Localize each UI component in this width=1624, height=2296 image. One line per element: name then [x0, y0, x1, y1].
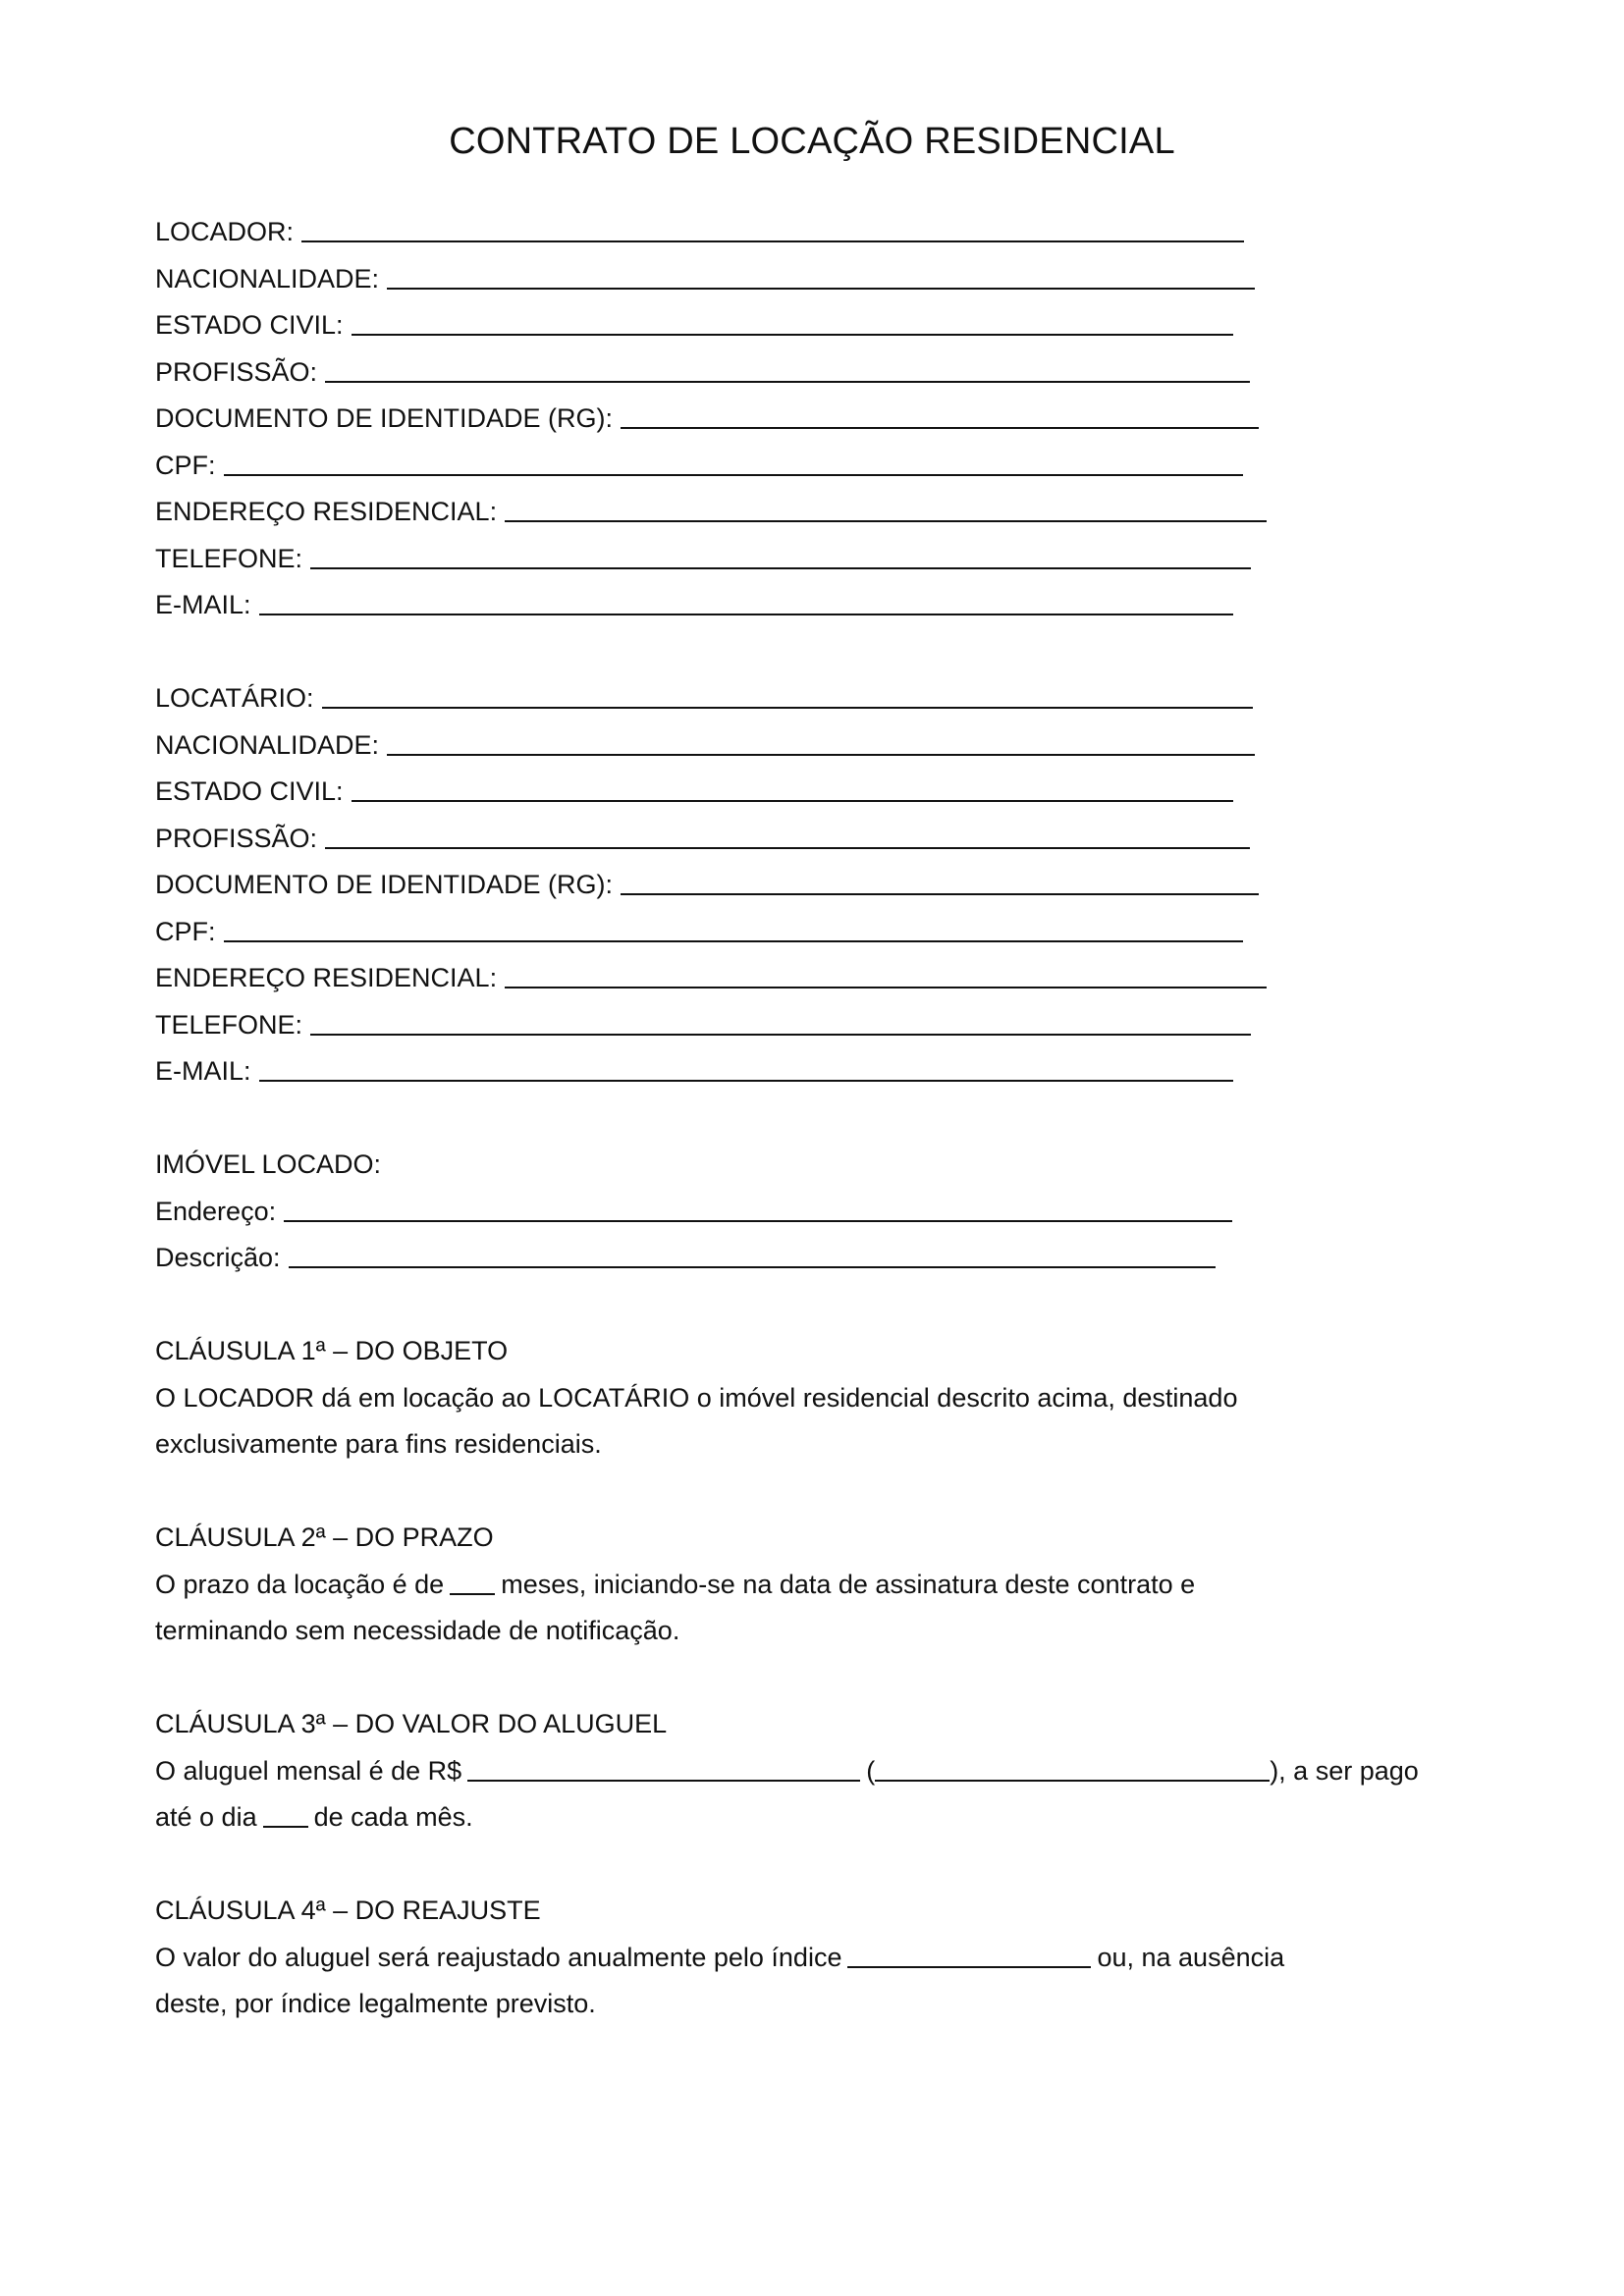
field-label: PROFISSÃO:: [155, 823, 318, 853]
field-label: E-MAIL:: [155, 1056, 251, 1086]
locatario-nacionalidade-row: [155, 722, 1471, 770]
locatario-endereco-blank[interactable]: [505, 961, 1267, 988]
locador-endereco-blank[interactable]: [505, 495, 1267, 522]
clausula-text: O valor do aluguel será reajustado anualmente pelo índice: [155, 1942, 842, 1972]
clausula-text-row: [155, 1935, 1471, 1982]
section-spacer: [155, 1282, 1471, 1329]
clausula-3: [155, 1701, 1471, 1842]
locatario-name-blank[interactable]: [322, 681, 1253, 709]
field-label: Descrição:: [155, 1243, 281, 1272]
locador-endereco-row: [155, 489, 1471, 536]
imovel-endereco-blank[interactable]: [284, 1195, 1232, 1222]
locador-rg-row: [155, 396, 1471, 443]
field-label: NACIONALIDADE:: [155, 729, 380, 760]
field-label: TELEFONE:: [155, 1009, 303, 1040]
imovel-heading: IMÓVEL LOCADO:: [155, 1149, 382, 1179]
field-label: LOCATÁRIO:: [155, 683, 314, 713]
clausula-heading: CLÁUSULA 3ª – DO VALOR DO ALUGUEL: [155, 1709, 668, 1738]
field-label: ENDEREÇO RESIDENCIAL:: [155, 497, 498, 526]
clausula-1: [155, 1328, 1471, 1468]
locatario-email-blank[interactable]: [259, 1054, 1233, 1082]
imovel-descricao-blank[interactable]: [289, 1241, 1216, 1268]
clausula-2: [155, 1515, 1471, 1655]
clausula-text: deste, por índice legalmente previsto.: [155, 1989, 596, 2018]
locador-telefone-row: [155, 536, 1471, 583]
imovel-section: [155, 1142, 1471, 1282]
locador-cpf-blank[interactable]: [224, 449, 1243, 476]
field-label: PROFISSÃO:: [155, 356, 318, 387]
field-label: ENDEREÇO RESIDENCIAL:: [155, 963, 498, 992]
locador-name-row: [155, 209, 1471, 256]
clausula-text: até o dia: [155, 1802, 257, 1832]
locatario-rg-blank[interactable]: [621, 868, 1259, 895]
field-label: LOCADOR:: [155, 217, 295, 246]
field-label: CPF:: [155, 450, 216, 480]
section-spacer: [155, 1842, 1471, 1889]
locatario-estado-civil-blank[interactable]: [352, 774, 1233, 802]
clausula-heading: CLÁUSULA 1ª – DO OBJETO: [155, 1336, 509, 1365]
imovel-descricao-row: [155, 1235, 1471, 1282]
clausula-4: [155, 1888, 1471, 2028]
section-spacer: [155, 1468, 1471, 1516]
locatario-email-row: [155, 1048, 1471, 1095]
contract-body: [155, 209, 1471, 2028]
field-label: ESTADO CIVIL:: [155, 776, 344, 806]
indice-reajuste-blank[interactable]: [847, 1941, 1091, 1968]
clausula-text: (: [866, 1755, 876, 1786]
clausula-text: terminando sem necessidade de notificação.: [155, 1616, 680, 1645]
clausula-text: O aluguel mensal é de R$: [155, 1755, 462, 1786]
locatario-profissao-blank[interactable]: [325, 822, 1250, 849]
section-spacer: [155, 1095, 1471, 1143]
prazo-meses-blank[interactable]: [450, 1568, 495, 1595]
locador-nacionalidade-blank[interactable]: [387, 262, 1255, 290]
clausula-text: meses, iniciando-se na data de assinatura deste contrato e: [501, 1569, 1196, 1599]
document-title: CONTRATO DE LOCAÇÃO RESIDENCIAL: [449, 121, 1175, 162]
locatario-cpf-blank[interactable]: [224, 915, 1243, 942]
locador-rg-blank[interactable]: [621, 401, 1259, 429]
clausula-text: de cada mês.: [313, 1802, 473, 1832]
clausula-text: exclusivamente para fins residenciais.: [155, 1429, 602, 1459]
imovel-endereco-row: [155, 1189, 1471, 1236]
clausula-text: ou, na ausência: [1097, 1942, 1285, 1972]
locador-email-blank[interactable]: [259, 588, 1233, 615]
section-spacer: [155, 629, 1471, 676]
field-label: DOCUMENTO DE IDENTIDADE (RG):: [155, 870, 614, 899]
field-label: NACIONALIDADE:: [155, 263, 380, 294]
clausula-text-row: [155, 1794, 1471, 1842]
field-label: DOCUMENTO DE IDENTIDADE (RG):: [155, 403, 614, 433]
clausula-text: O LOCADOR dá em locação ao LOCATÁRIO o imóvel residencial descrito acima, destinado: [155, 1382, 1238, 1413]
locatario-section: [155, 675, 1471, 1095]
field-label: ESTADO CIVIL:: [155, 310, 344, 340]
locador-section: [155, 209, 1471, 629]
field-label: E-MAIL:: [155, 590, 251, 619]
locador-nacionalidade-row: [155, 256, 1471, 303]
locador-cpf-row: [155, 443, 1471, 490]
field-label: TELEFONE:: [155, 543, 303, 573]
locador-email-row: [155, 582, 1471, 629]
locador-profissao-row: [155, 349, 1471, 397]
clausula-text: O prazo da locação é de: [155, 1569, 445, 1599]
locador-estado-civil-blank[interactable]: [352, 308, 1233, 336]
field-label: CPF:: [155, 916, 216, 946]
locador-profissao-blank[interactable]: [325, 355, 1250, 383]
locatario-nacionalidade-blank[interactable]: [387, 728, 1255, 756]
locador-estado-civil-row: [155, 302, 1471, 349]
locatario-endereco-row: [155, 955, 1471, 1002]
aluguel-extenso-blank[interactable]: [875, 1754, 1270, 1782]
locatario-telefone-row: [155, 1002, 1471, 1049]
locatario-cpf-row: [155, 909, 1471, 956]
locatario-name-row: [155, 675, 1471, 722]
clausula-heading: CLÁUSULA 4ª – DO REAJUSTE: [155, 1896, 541, 1925]
aluguel-valor-blank[interactable]: [467, 1754, 860, 1782]
clausula-heading: CLÁUSULA 2ª – DO PRAZO: [155, 1522, 494, 1552]
locatario-rg-row: [155, 862, 1471, 909]
locatario-profissao-row: [155, 816, 1471, 863]
section-spacer: [155, 1655, 1471, 1702]
clausula-text-row: [155, 1562, 1471, 1609]
locador-name-blank[interactable]: [301, 215, 1244, 242]
locador-telefone-blank[interactable]: [310, 542, 1251, 569]
locatario-estado-civil-row: [155, 769, 1471, 816]
clausula-text-row: [155, 1748, 1471, 1795]
field-label: Endereço:: [155, 1196, 277, 1226]
clausula-text: ), a ser pago: [1270, 1755, 1419, 1786]
locatario-telefone-blank[interactable]: [310, 1008, 1251, 1036]
dia-pagamento-blank[interactable]: [263, 1800, 308, 1828]
